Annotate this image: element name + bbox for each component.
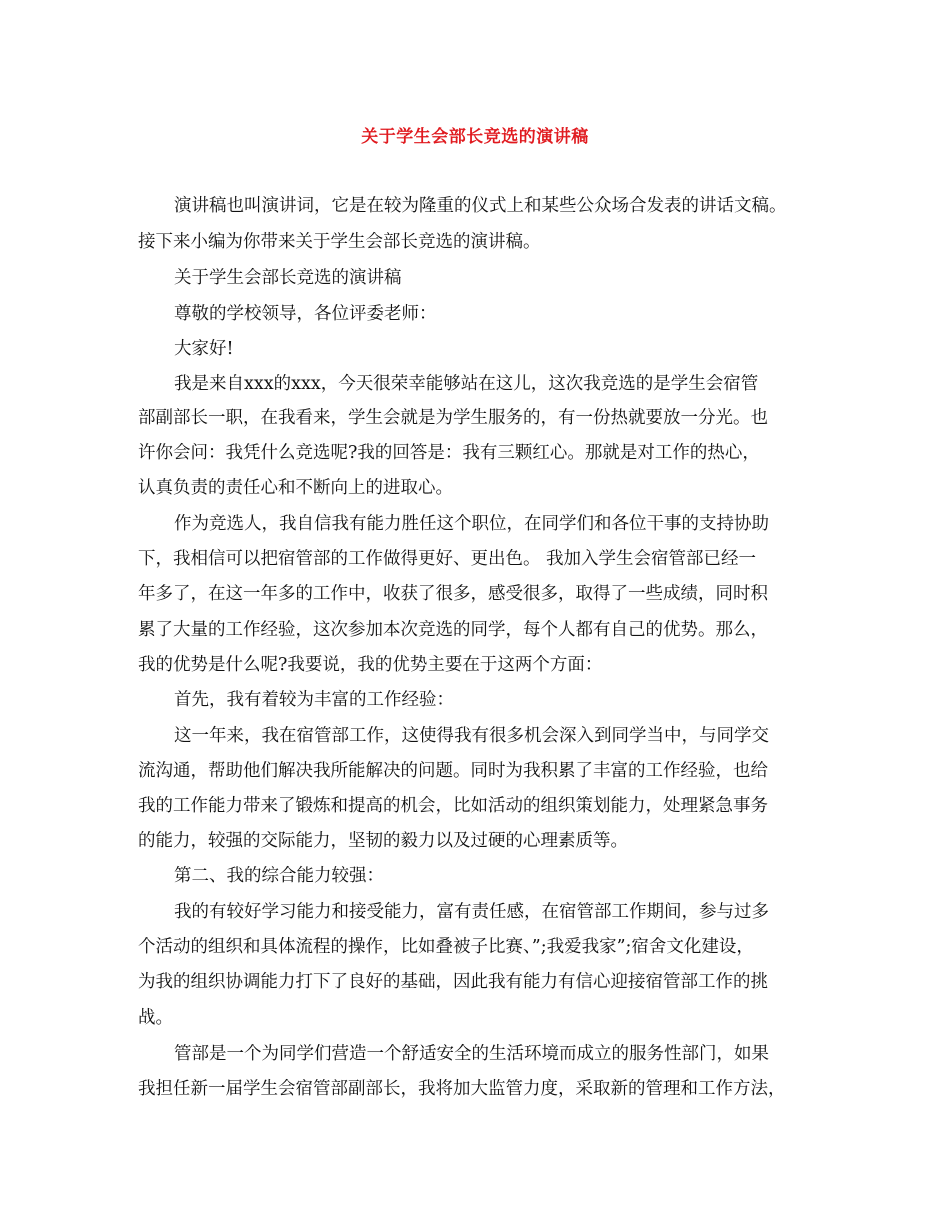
paragraph-line: 战。 [138, 1008, 173, 1028]
paragraph-line: 我担任新一届学生会宿管部副部长，我将加大监管力度，采取新的管理和工作方法， [138, 1079, 786, 1099]
paragraph-line: 大家好! [174, 339, 234, 359]
paragraph-line: 的能力，较强的交际能力，坚韧的毅力以及过硬的心理素质等。 [138, 831, 628, 851]
paragraph-line: 为我的组织协调能力打下了良好的基础，因此我有能力有信心迎接宿管部工作的挑 [138, 972, 768, 992]
paragraph-line: 累了大量的工作经验，这次参加本次竞选的同学，每个人都有自己的优势。那么， [138, 620, 768, 640]
paragraph-line: 第二、我的综合能力较强： [174, 866, 384, 886]
paragraph-line: 演讲稿也叫演讲词，它是在较为隆重的仪式上和某些公众场合发表的讲话文稿。 [174, 196, 787, 216]
paragraph-line: 我的有较好学习能力和接受能力，富有责任感，在宿管部工作期间，参与过多 [174, 902, 769, 922]
paragraph-line: 部副部长一职，在我看来，学生会就是为学生服务的，有一份热就要放一分光。也 [138, 408, 768, 428]
paragraph-line: 我是来自xxx的xxx，今天很荣幸能够站在这儿，这次我竞选的是学生会宿管 [174, 374, 759, 394]
document-title: 关于学生会部长竞选的演讲稿 [361, 127, 589, 147]
paragraph-line: 首先，我有着较为丰富的工作经验： [174, 690, 454, 710]
paragraph-line: 作为竞选人，我自信我有能力胜任这个职位，在同学们和各位干事的支持协助 [174, 514, 769, 534]
paragraph-line: 我的优势是什么呢?我要说，我的优势主要在于这两个方面： [138, 655, 603, 675]
paragraph-line: 下，我相信可以把宿管部的工作做得更好、更出色。 我加入学生会宿管部已经一 [138, 549, 757, 569]
paragraph-line: 认真负责的责任心和不断向上的进取心。 [138, 478, 453, 498]
paragraph-line: 接下来小编为你带来关于学生会部长竞选的演讲稿。 [138, 232, 541, 252]
paragraph-line: 尊敬的学校领导，各位评委老师： [174, 304, 437, 324]
paragraph-line: 许你会问：我凭什么竞选呢?我的回答是：我有三颗红心。那就是对工作的热心， [138, 443, 760, 463]
paragraph-line: 年多了，在这一年多的工作中，收获了很多，感受很多，取得了一些成绩，同时积 [138, 584, 768, 604]
paragraph-line: 管部是一个为同学们营造一个舒适安全的生活环境而成立的服务性部门，如果 [174, 1044, 769, 1064]
paragraph-line: 我的工作能力带来了锻炼和提高的机会，比如活动的组织策划能力，处理紧急事务 [138, 796, 768, 816]
paragraph-line: 关于学生会部长竞选的演讲稿 [174, 268, 402, 288]
paragraph-line: 个活动的组织和具体流程的操作，比如叠被子比赛、”;我爱我家”;宿舍文化建设， [138, 937, 754, 957]
paragraph-line: 流沟通，帮助他们解决我所能解决的问题。同时为我积累了丰富的工作经验，也给 [138, 761, 768, 781]
paragraph-line: 这一年来，我在宿管部工作，这使得我有很多机会深入到同学当中，与同学交 [174, 726, 769, 746]
